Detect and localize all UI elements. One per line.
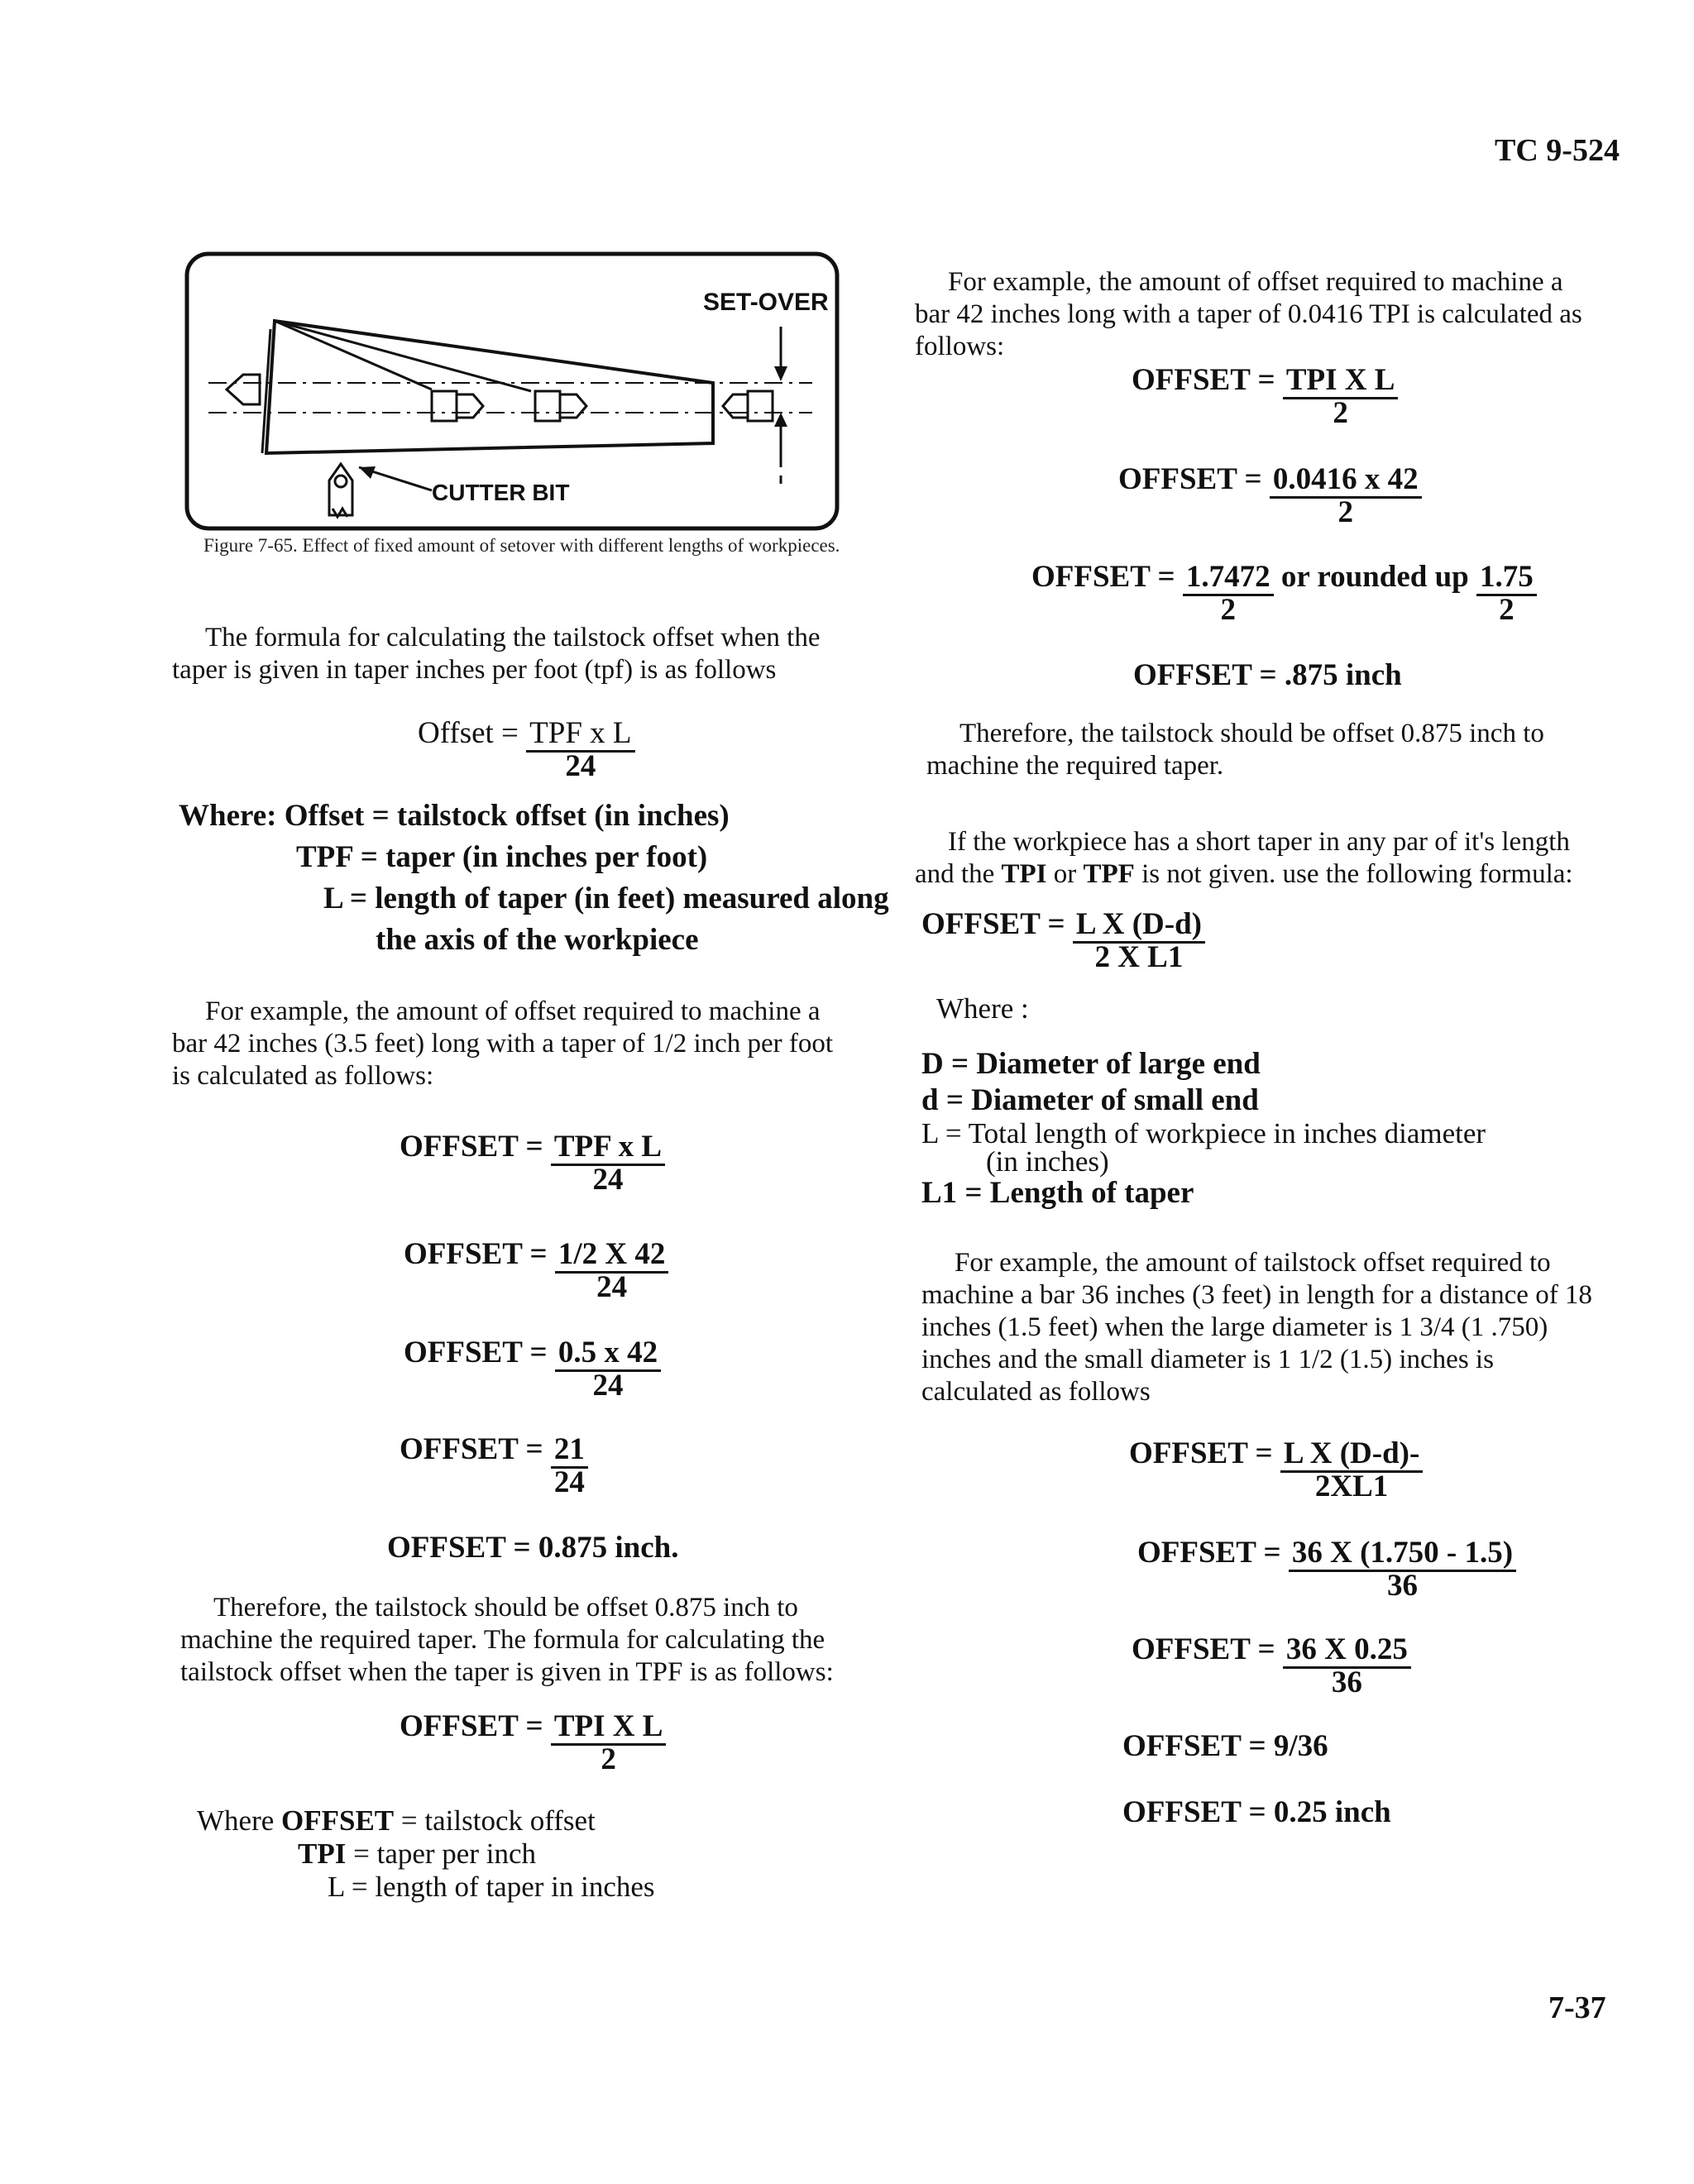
right-example-paragraph <box>915 266 1601 363</box>
right-step2-3-fraction <box>1283 1633 1411 1697</box>
right-step2-1-fraction <box>1280 1437 1423 1501</box>
right-step-3-numerator-b: 1.75 <box>1476 561 1537 596</box>
step-4-fraction <box>551 1433 588 1497</box>
right-step2-1-lhs: OFFSET = <box>1129 1436 1273 1470</box>
right-step2-1-numerator: L X (D-d)- <box>1280 1437 1423 1473</box>
right-step-2-denominator: 2 <box>1337 495 1353 529</box>
setover-diagram-graphic <box>184 251 840 532</box>
tpi-formula-fraction <box>551 1710 667 1774</box>
right-step-1-numerator: TPI X L <box>1283 364 1399 399</box>
where-tpf-def: TPF = taper (in inches per foot) <box>296 840 708 874</box>
right-step-3 <box>1031 560 1537 627</box>
right-step2-3 <box>1132 1633 1411 1697</box>
right-final-1: OFFSET = 9/36 <box>1122 1729 1328 1763</box>
step-2-numerator: 1/2 X 42 <box>555 1238 669 1274</box>
tpi-formula-numerator: TPI X L <box>551 1710 667 1746</box>
left-therefore-text: Therefore, the tailstock should be offset 0.875 inch to machine the required taper. The formula for calculating the tailstock offset when the taper is given in TPF is as follows: <box>180 1593 834 1687</box>
where-l-line: L = length of taper in inches <box>328 1871 655 1903</box>
step-1-denominator: 24 <box>592 1163 624 1197</box>
def-total-length-cont: (in inches) <box>986 1145 1109 1178</box>
right-step-3-fraction-a <box>1183 560 1274 627</box>
left-step-4 <box>400 1433 588 1497</box>
short-taper-pre: If the workpiece has a short taper in any par of it's length and the <box>915 827 1570 889</box>
right-step-3-fraction-b <box>1476 560 1537 627</box>
right-therefore-text: Therefore, the tailstock should be offset 0.875 inch to machine the required taper. <box>926 719 1544 781</box>
label-setover: SET-OVER <box>703 289 829 316</box>
right-step2-3-numerator: 36 X 0.25 <box>1283 1633 1411 1669</box>
formula-1-numerator: TPF x L <box>526 717 634 753</box>
where-l-def-cont: the axis of the workpiece <box>376 923 699 957</box>
where-offset-def: Where: Offset = tailstock offset (in inches) <box>179 799 730 833</box>
def-total-length: L = Total length of workpiece in inches diameter <box>921 1117 1486 1149</box>
right-short-taper-paragraph <box>915 826 1610 891</box>
left-intro-paragraph <box>172 622 850 686</box>
left-formula-tpi <box>400 1710 666 1774</box>
right-step-3-denominator-b: 2 <box>1499 593 1515 627</box>
left-result: OFFSET = 0.875 inch. <box>387 1531 679 1565</box>
left-example-text: For example, the amount of offset required to machine a bar 42 inches (3.5 feet) long with a taper of 1/2 inch per foot is calculated as follows: <box>172 996 834 1091</box>
right-step2-3-denominator: 36 <box>1331 1665 1362 1699</box>
right-step-1-fraction <box>1283 364 1399 428</box>
right-step-4: OFFSET = .875 inch <box>1133 658 1402 692</box>
step-3-numerator: 0.5 x 42 <box>555 1336 661 1372</box>
right-step-1 <box>1132 364 1398 428</box>
step-3-lhs: OFFSET = <box>404 1336 548 1369</box>
short-taper-or: or <box>1046 859 1084 889</box>
left-where-tpi <box>197 1804 655 1904</box>
where-offset-desc: = tailstock offset <box>394 1804 596 1837</box>
right-definitions <box>921 1046 1486 1211</box>
formula-1-lhs: Offset = <box>418 716 519 750</box>
step-4-numerator: 21 <box>551 1433 588 1469</box>
left-example-paragraph <box>172 996 850 1092</box>
right-step-1-denominator: 2 <box>1333 396 1348 430</box>
right-step-2 <box>1118 463 1422 527</box>
figure-setover-diagram <box>184 251 840 532</box>
right-step2-2 <box>1137 1536 1516 1603</box>
short-taper-post: is not given. use the following formula: <box>1134 859 1573 889</box>
where-tpi-term: TPI <box>298 1838 347 1870</box>
right-example2-text: For example, the amount of tailstock offset required to machine a bar 36 inches (3 feet) in length for a distance of 18 inches (1.5 feet) when the large diameter is 1 3/4 (1 .750) inches and the small diameter is 1 1/2 (1.5) inches is calculated as follows <box>921 1248 1592 1407</box>
left-step-1 <box>400 1130 665 1197</box>
step-2-denominator: 24 <box>596 1270 628 1304</box>
step-1-fraction <box>551 1130 665 1197</box>
short-taper-tpf: TPF <box>1083 859 1135 889</box>
where-prefix: Where <box>197 1804 282 1837</box>
right-step2-2-fraction <box>1289 1536 1516 1603</box>
right-short-taper-text <box>915 826 1610 891</box>
formula-1-fraction <box>526 717 634 781</box>
figure-caption: Figure 7-65. Effect of fixed amount of setover with different lengths of workpieces. <box>203 535 840 556</box>
step-2-fraction <box>555 1238 669 1302</box>
right-final-2: OFFSET = 0.25 inch <box>1122 1795 1391 1829</box>
step-1-numerator: TPF x L <box>551 1130 665 1166</box>
right-step-3-numerator-a: 1.7472 <box>1183 561 1274 596</box>
right-short-taper-formula <box>921 908 1205 972</box>
step-3-fraction <box>555 1336 661 1403</box>
right-step2-2-denominator: 36 <box>1386 1569 1418 1603</box>
left-step-2 <box>404 1238 668 1302</box>
where-tpi-desc: = taper per inch <box>346 1838 536 1870</box>
where-l-def: L = length of taper (in feet) measured along <box>323 882 889 915</box>
step-4-denominator: 24 <box>553 1465 585 1499</box>
right-step2-2-numerator: 36 X (1.750 - 1.5) <box>1289 1536 1516 1572</box>
left-where-definitions <box>179 796 889 961</box>
tpi-formula-denominator: 2 <box>601 1742 616 1776</box>
document-id: TC 9-524 <box>1495 133 1620 168</box>
right-step2-3-lhs: OFFSET = <box>1132 1632 1275 1666</box>
def-small-diameter: d = Diameter of small end <box>921 1083 1259 1117</box>
def-large-diameter: D = Diameter of large end <box>921 1047 1261 1081</box>
right-therefore-paragraph <box>926 718 1601 782</box>
where-offset-line <box>197 1804 655 1838</box>
right-step-2-numerator: 0.0416 x 42 <box>1270 463 1422 499</box>
def-taper-length: L1 = Length of taper <box>921 1176 1194 1210</box>
where-offset-term: OFFSET <box>281 1804 395 1837</box>
page-number: 7-37 <box>1548 1990 1606 2025</box>
where-tpi-line <box>197 1838 655 1871</box>
right-step2-2-lhs: OFFSET = <box>1137 1536 1281 1570</box>
short-taper-formula-numerator: L X (D-d) <box>1073 908 1205 944</box>
short-taper-tpi: TPI <box>1001 859 1047 889</box>
right-step2-1 <box>1129 1437 1423 1501</box>
label-cutter-bit: CUTTER BIT <box>432 480 570 505</box>
left-formula-1 <box>418 717 635 781</box>
right-example2-paragraph <box>921 1247 1601 1408</box>
left-therefore-paragraph <box>180 1592 854 1689</box>
right-step2-1-denominator: 2XL1 <box>1314 1470 1389 1503</box>
step-1-lhs: OFFSET = <box>400 1130 543 1164</box>
right-step-1-lhs: OFFSET = <box>1132 363 1275 397</box>
right-where-label: Where : <box>936 992 1029 1025</box>
short-taper-formula-denominator: 2 X L1 <box>1094 940 1184 974</box>
step-2-lhs: OFFSET = <box>404 1237 548 1271</box>
left-step-3 <box>404 1336 661 1403</box>
step-4-lhs: OFFSET = <box>400 1432 543 1466</box>
formula-1-denominator: 24 <box>565 749 596 783</box>
right-step-2-lhs: OFFSET = <box>1118 462 1262 496</box>
right-step-3-lhs: OFFSET = <box>1031 560 1175 594</box>
right-example-text: For example, the amount of offset required to machine a bar 42 inches long with a taper of 0.0416 TPI is calculated as follows: <box>915 267 1582 361</box>
right-step-3-denominator-a: 2 <box>1220 593 1236 627</box>
right-step-3-rounded-text: or rounded up <box>1280 560 1469 594</box>
step-3-denominator: 24 <box>592 1369 624 1403</box>
short-taper-formula-fraction <box>1073 908 1205 972</box>
short-taper-formula-lhs: OFFSET = <box>921 907 1065 941</box>
left-intro-text: The formula for calculating the tailstock offset when the taper is given in taper inches per foot (tpf) is as follows <box>172 623 821 685</box>
right-step-2-fraction <box>1270 463 1422 527</box>
tpi-formula-lhs: OFFSET = <box>400 1709 543 1743</box>
